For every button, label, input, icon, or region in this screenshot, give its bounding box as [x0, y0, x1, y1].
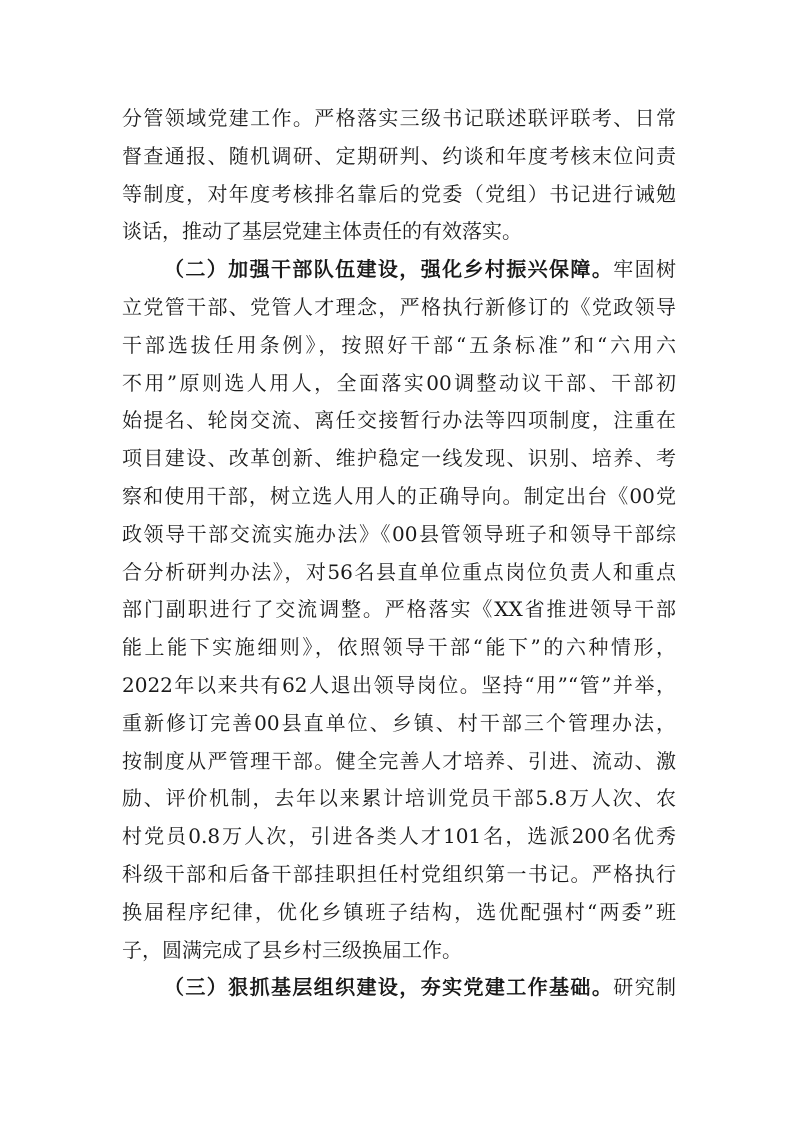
text-line: 换届程序纪律，优化乡镇班子结构，选优配强村“两委”班	[122, 899, 676, 924]
text-line: 励、评价机制，去年以来累计培训党员干部5.8万人次、农	[122, 786, 676, 811]
text-line: 项目建设、改革创新、维护稳定一线发现、识别、培养、考	[122, 446, 676, 471]
text-line: 部门副职进行了交流调整。严格落实《XX省推进领导干部	[122, 597, 676, 622]
text-line: 始提名、轮岗交流、离任交接暂行办法等四项制度，注重在	[122, 408, 676, 433]
section-heading-line	[122, 251, 676, 289]
text-line: 科级干部和后备干部挂职担任村党组织第一书记。严格执行	[122, 861, 676, 886]
text-line: 察和使用干部，树立选人用人的正确导向。制定出台《00党	[122, 483, 676, 508]
section-heading: （二）加强干部队伍建设，强化乡村振兴保障。	[164, 257, 614, 282]
text-line: 督查通报、随机调研、定期研判、约谈和年度考核末位问责	[122, 143, 676, 168]
text-line: 谈话，推动了基层党建主体责任的有效落实。	[122, 219, 522, 244]
text-run: 研究制	[613, 975, 677, 1000]
text-line: 2022年以来共有62人退出领导岗位。坚持“用”“管”并举，	[122, 672, 676, 697]
text-line: 子，圆满完成了县乡村三级换届工作。	[122, 937, 462, 962]
document-body	[122, 100, 676, 1007]
text-line: 政领导干部交流实施办法》《00县管领导班子和领导干部综	[122, 521, 676, 546]
text-line: 干部选拔任用条例》，按照好干部“五条标准”和“六用六	[122, 332, 676, 357]
text-line: 重新修订完善00县直单位、乡镇、村干部三个管理办法，	[122, 710, 676, 735]
text-line: 等制度，对年度考核排名靠后的党委（党组）书记进行诫勉	[122, 181, 676, 206]
text-line: 按制度从严管理干部。健全完善人才培养、引进、流动、激	[122, 748, 676, 773]
section-heading: （三）狠抓基层组织建设，夯实党建工作基础。	[164, 975, 614, 1000]
text-line: 村党员0.8万人次，引进各类人才101名，选派200名优秀	[122, 824, 676, 849]
text-line: 分管领域党建工作。严格落实三级书记联述联评联考、日常	[122, 106, 676, 130]
text-line: 合分析研判办法》，对56名县直单位重点岗位负责人和重点	[122, 559, 676, 584]
text-line: 立党管干部、党管人才理念，严格执行新修订的《党政领导	[122, 294, 676, 319]
text-run: 牢固树	[613, 257, 677, 282]
section-heading-line	[122, 969, 676, 1007]
text-line: 能上能下实施细则》，依照领导干部“能下”的六种情形，	[122, 635, 676, 660]
text-line: 不用”原则选人用人，全面落实00调整动议干部、干部初	[122, 370, 676, 395]
